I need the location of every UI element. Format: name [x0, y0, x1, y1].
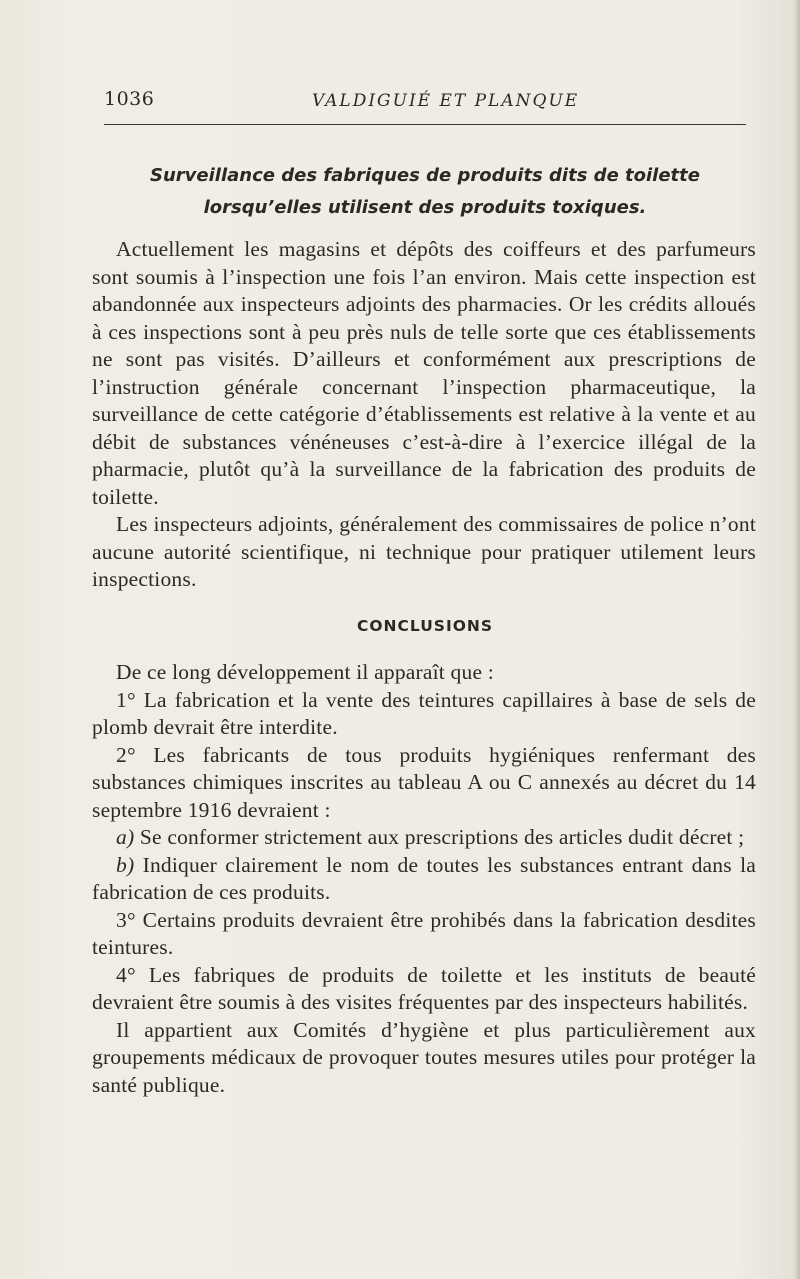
conclusion-point-1: 1° La fabrication et la vente des teintures capillaires à base de sels de plomb devrait être interdite. — [92, 687, 756, 739]
conclusions-heading: CONCLUSIONS — [356, 617, 494, 635]
conclusions-text — [92, 659, 756, 1099]
item-a-marker: a) — [116, 825, 135, 849]
conclusions-lead: De ce long développement il apparaît que : — [116, 660, 494, 684]
conclusion-point-3: 3° Certains produits devraient être prohibés dans la fabrication desdites teintures. — [92, 907, 756, 959]
conclusion-item-b — [92, 852, 756, 907]
conclusion-item-a — [92, 824, 756, 852]
header-rule — [104, 124, 746, 125]
running-title: VALDIGUIÉ ET PLANQUE — [312, 91, 580, 111]
section-title — [104, 160, 746, 224]
item-a-text: Se conformer strictement aux prescriptions des articles dudit décret ; — [139, 825, 745, 849]
page-spine-shadow — [794, 0, 800, 1279]
section-title-line-2: lorsqu’elles utilisent des produits toxiques. — [203, 197, 647, 218]
section-title-line-1: Surveillance des fabriques de produits dits de toilette — [150, 165, 700, 186]
page-header — [104, 84, 746, 120]
item-b-marker: b) — [116, 852, 135, 877]
intro-paragraph-2: Les inspecteurs adjoints, généralement des commissaires de police n’ont aucune autorité scientifique, ni technique pour pratiquer utilement leurs inspections. — [92, 512, 756, 591]
intro-paragraph-1: Actuellement les magasins et dépôts des coiffeurs et des parfumeurs sont soumis à l’inspection une fois l’an environ. Mais cette inspection est abandonnée aux inspecteurs adjoints des pharmacies. Or les crédits alloués à ces inspections sont à peu près nuls de telle sorte que ces établissements ne sont pas visités. D’ailleurs et conformément aux prescriptions de l’instruction générale concernant l’inspection pharmaceutique, la surveillance de cette catégorie d’établissements est relative à la vente et au débit de substances vénéneuses c’est-à-dire à l’exercice illégal de la pharmacie, plutôt qu’à la surveillance de la fabrication des produits de toilette. — [92, 237, 756, 509]
item-b-text: Indiquer clairement le nom de toutes les substances entrant dans la fabrication de ces produits. — [92, 852, 756, 904]
conclusion-point-4: 4° Les fabriques de produits de toilette et les instituts de beauté devraient être soumis à des visites fréquentes par des inspecteurs habilités. — [92, 962, 756, 1014]
page-number: 1036 — [104, 88, 155, 110]
conclusions-closing: Il appartient aux Comités d’hygiène et plus particulièrement aux groupements médicaux de provoquer toutes mesures utiles pour protéger la santé publique. — [92, 1017, 756, 1097]
intro-text — [92, 236, 756, 594]
conclusion-point-2: 2° Les fabricants de tous produits hygiéniques renfermant des substances chimiques inscrites au tableau A ou C annexés au décret du 14 septembre 1916 devraient : — [92, 742, 756, 822]
